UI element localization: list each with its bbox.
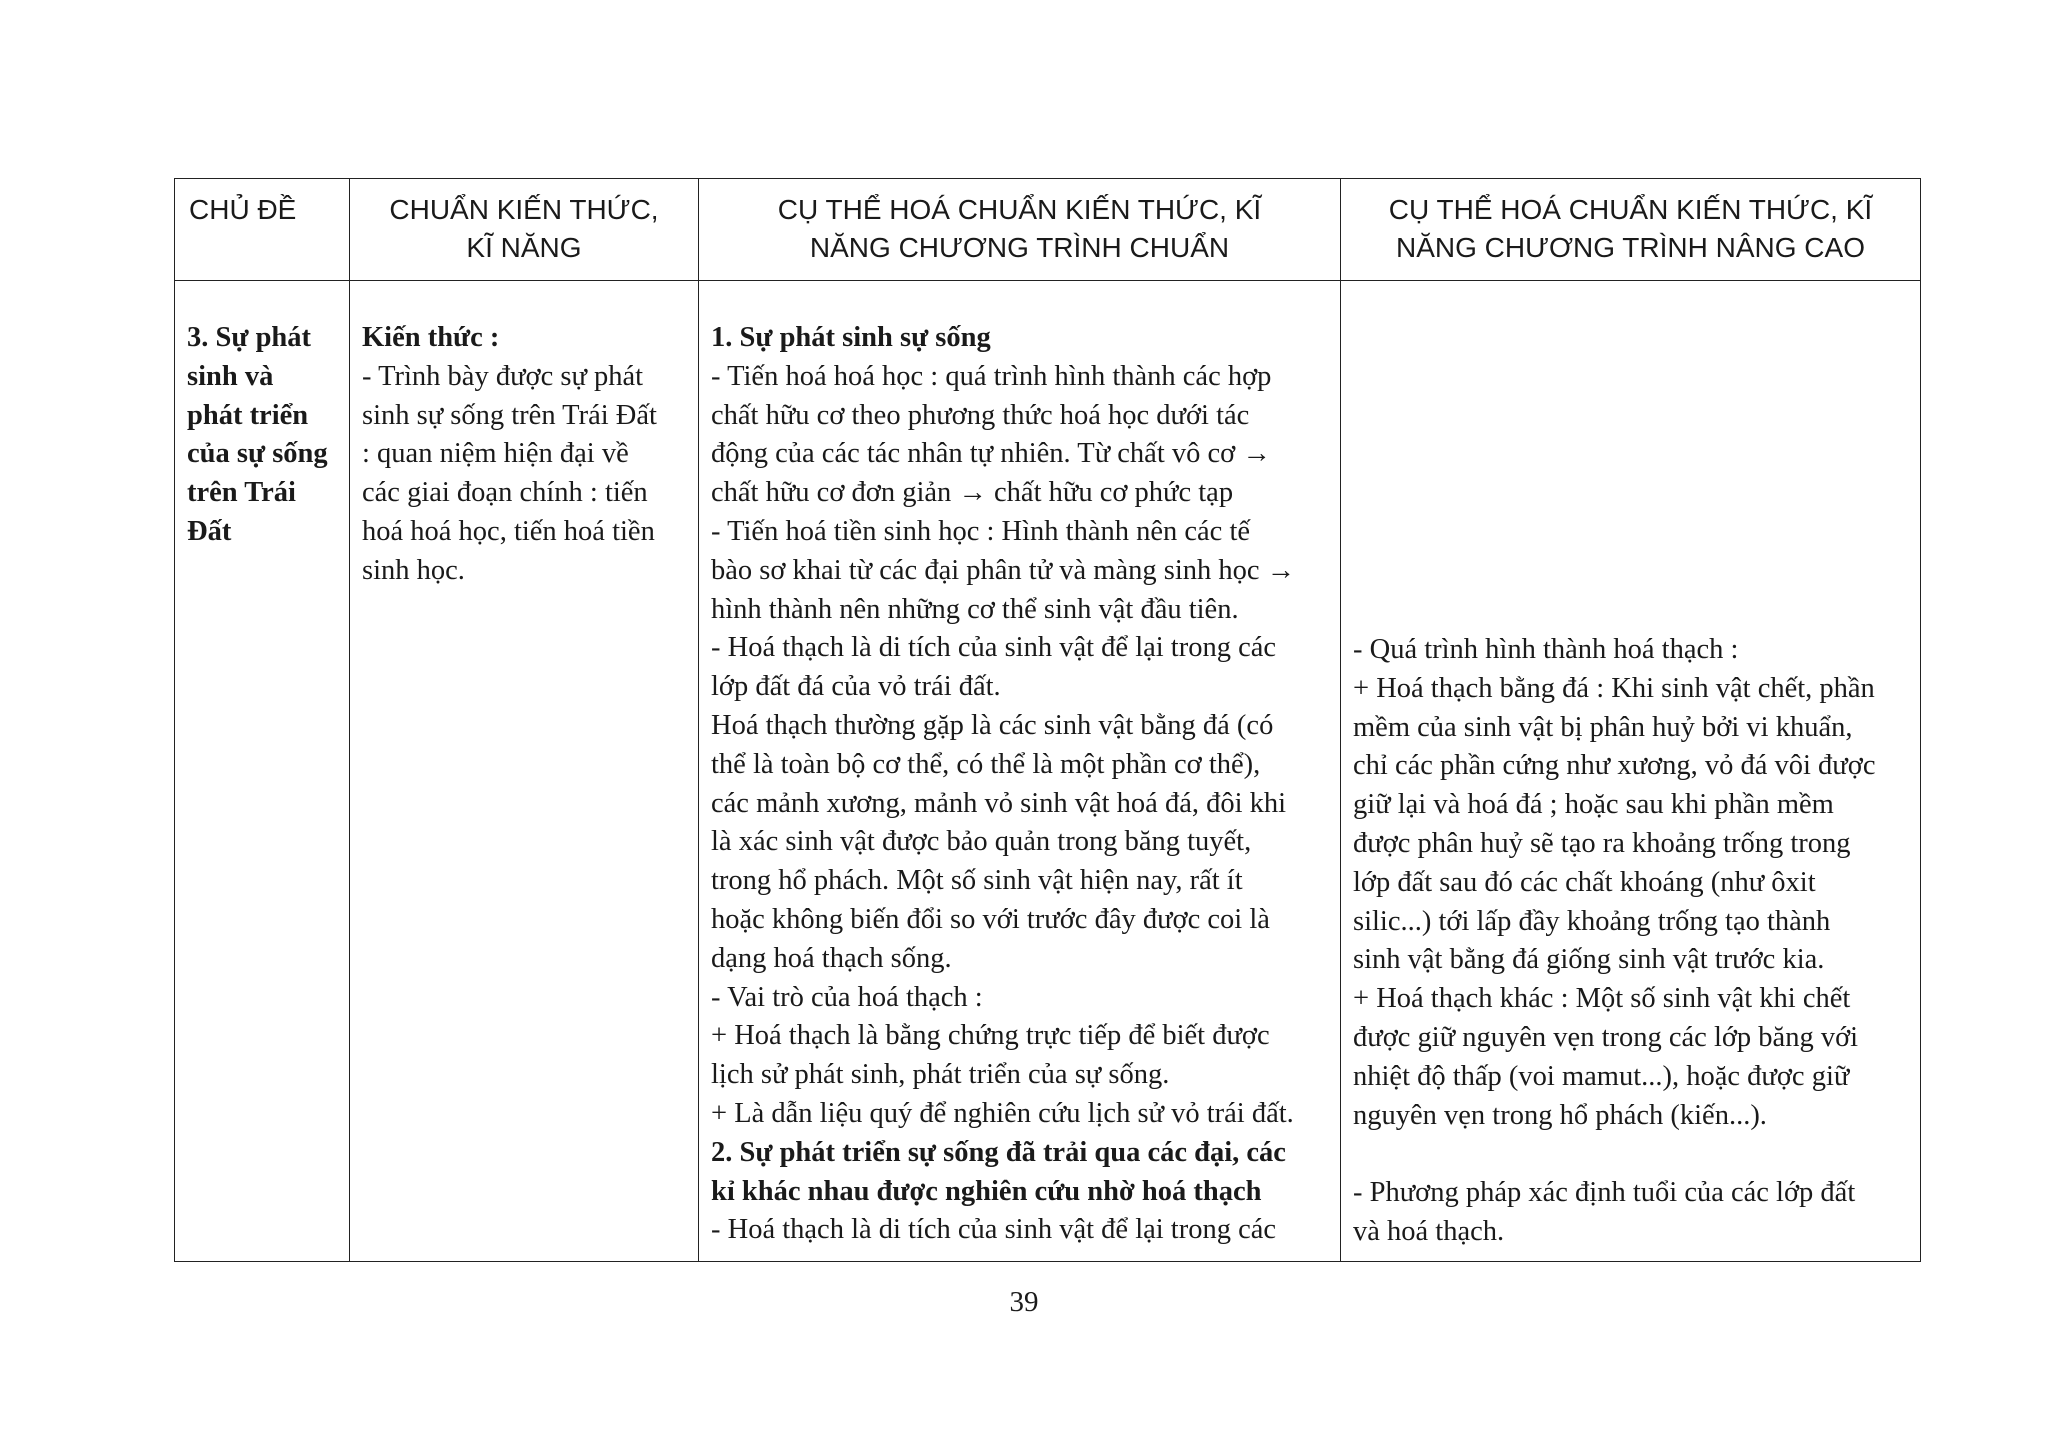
advanced-line: + Hoá thạch khác : Một số sinh vật khi chết <box>1353 983 1851 1015</box>
topic-line: của sự sống <box>187 438 328 470</box>
basic-line: bào sơ khai từ các đại phân tử và màng sinh học → <box>711 554 1296 586</box>
advanced-line: chỉ các phần cứng như xương, vỏ đá vôi được <box>1353 750 1876 782</box>
header-basic-line: CỤ THỂ HOÁ CHUẨN KIẾN THỨC, KĨ <box>777 194 1262 225</box>
header-advanced-line: CỤ THỂ HOÁ CHUẨN KIẾN THỨC, KĨ <box>1388 194 1873 225</box>
advanced-line: nhiệt độ thấp (voi mamut...), hoặc được giữ <box>1353 1060 1850 1092</box>
header-standard-line: CHUẨN KIẾN THỨC, <box>389 194 659 225</box>
basic-line: chất hữu cơ đơn giản → chất hữu cơ phức tạp <box>711 477 1234 509</box>
advanced-line: sinh vật bằng đá giống sinh vật trước kia. <box>1353 944 1825 976</box>
cell-advanced-program <box>1341 281 1921 1262</box>
basic-heading-development: kỉ khác nhau được nghiên cứu nhờ hoá thạch <box>711 1175 1262 1207</box>
basic-line: lớp đất đá của vỏ trái đất. <box>711 671 1001 703</box>
basic-line: - Tiến hoá tiền sinh học : Hình thành nên các tế <box>711 515 1251 547</box>
basic-line: thể là toàn bộ cơ thể, có thể là một phần cơ thể), <box>711 748 1261 780</box>
basic-line: - Tiến hoá hoá học : quá trình hình thành các hợp <box>711 360 1272 392</box>
basic-line: lịch sử phát sinh, phát triển của sự sống. <box>711 1059 1170 1091</box>
basic-line: - Hoá thạch là di tích của sinh vật để lại trong các <box>711 1214 1277 1246</box>
basic-line: + Là dẫn liệu quý để nghiên cứu lịch sử vỏ trái đất. <box>711 1097 1294 1129</box>
basic-line: hình thành nên những cơ thể sinh vật đầu tiên. <box>711 593 1239 625</box>
standard-heading: Kiến thức : <box>362 322 500 353</box>
advanced-line: giữ lại và hoá đá ; hoặc sau khi phần mềm <box>1353 789 1834 821</box>
topic-line: phát triển <box>187 399 309 431</box>
advanced-line: được giữ nguyên vẹn trong các lớp băng với <box>1353 1021 1859 1053</box>
advanced-line: silic...) tới lấp đầy khoảng trống tạo thành <box>1353 905 1831 937</box>
topic-line: 3. Sự phát <box>187 322 312 353</box>
header-topic <box>175 179 350 281</box>
advanced-line: lớp đất sau đó các chất khoáng (như ôxit <box>1353 866 1816 898</box>
header-topic-text: CHỦ ĐỀ <box>189 194 297 225</box>
basic-heading-development: 2. Sự phát triển sự sống đã trải qua các đại, các <box>711 1136 1286 1168</box>
advanced-line: được phân huỷ sẽ tạo ra khoảng trống trong <box>1353 827 1851 859</box>
advanced-line: - Phương pháp xác định tuổi của các lớp đất <box>1353 1177 1856 1209</box>
standard-line: hoá hoá học, tiến hoá tiền <box>362 515 655 547</box>
cell-topic <box>175 281 350 1262</box>
standard-line: sinh học. <box>362 554 465 586</box>
curriculum-table <box>174 178 1921 1262</box>
standard-line: sinh sự sống trên Trái Đất <box>362 399 657 431</box>
basic-line: chất hữu cơ theo phương thức hoá học dưới tác <box>711 399 1250 431</box>
header-advanced-line: NĂNG CHƯƠNG TRÌNH NÂNG CAO <box>1396 232 1865 263</box>
basic-line: trong hổ phách. Một số sinh vật hiện nay, rất ít <box>711 865 1243 897</box>
cell-standard <box>350 281 699 1262</box>
header-advanced-program <box>1341 179 1921 281</box>
table-header <box>175 179 1921 281</box>
page-number: 39 <box>1009 1286 1039 1318</box>
topic-line: sinh và <box>187 360 274 392</box>
basic-line: dạng hoá thạch sống. <box>711 942 952 974</box>
basic-line: động của các tác nhân tự nhiên. Từ chất vô cơ → <box>711 438 1271 470</box>
basic-line: là xác sinh vật được bảo quản trong băng tuyết, <box>711 826 1252 858</box>
basic-line: + Hoá thạch là bằng chứng trực tiếp để biết được <box>711 1020 1270 1052</box>
header-basic-program <box>699 179 1341 281</box>
advanced-line: + Hoá thạch bằng đá : Khi sinh vật chết, phần <box>1353 672 1875 704</box>
header-row <box>175 179 1921 281</box>
basic-line: - Hoá thạch là di tích của sinh vật để lại trong các <box>711 632 1277 664</box>
topic-line: trên Trái <box>187 477 296 509</box>
cell-basic-program <box>699 281 1341 1262</box>
standard-line: - Trình bày được sự phát <box>362 360 644 392</box>
header-standard-line: KĨ NĂNG <box>466 232 582 263</box>
table-row <box>175 281 1921 1262</box>
header-standard <box>350 179 699 281</box>
standard-line: các giai đoạn chính : tiến <box>362 477 648 509</box>
basic-heading-origin: 1. Sự phát sinh sự sống <box>711 322 991 353</box>
basic-line: - Vai trò của hoá thạch : <box>711 981 983 1013</box>
advanced-line: nguyên vẹn trong hổ phách (kiến...). <box>1353 1099 1767 1131</box>
basic-line: hoặc không biến đổi so với trước đây được coi là <box>711 903 1270 935</box>
topic-line: Đất <box>187 515 232 547</box>
standard-line: : quan niệm hiện đại về <box>362 438 629 470</box>
advanced-line: mềm của sinh vật bị phân huỷ bởi vi khuẩn, <box>1353 711 1853 743</box>
basic-line: Hoá thạch thường gặp là các sinh vật bằng đá (có <box>711 709 1274 741</box>
header-basic-line: NĂNG CHƯƠNG TRÌNH CHUẨN <box>809 232 1230 263</box>
advanced-line: - Quá trình hình thành hoá thạch : <box>1353 634 1739 665</box>
advanced-line: và hoá thạch. <box>1353 1215 1505 1247</box>
basic-line: các mảnh xương, mảnh vỏ sinh vật hoá đá, đôi khi <box>711 787 1287 819</box>
